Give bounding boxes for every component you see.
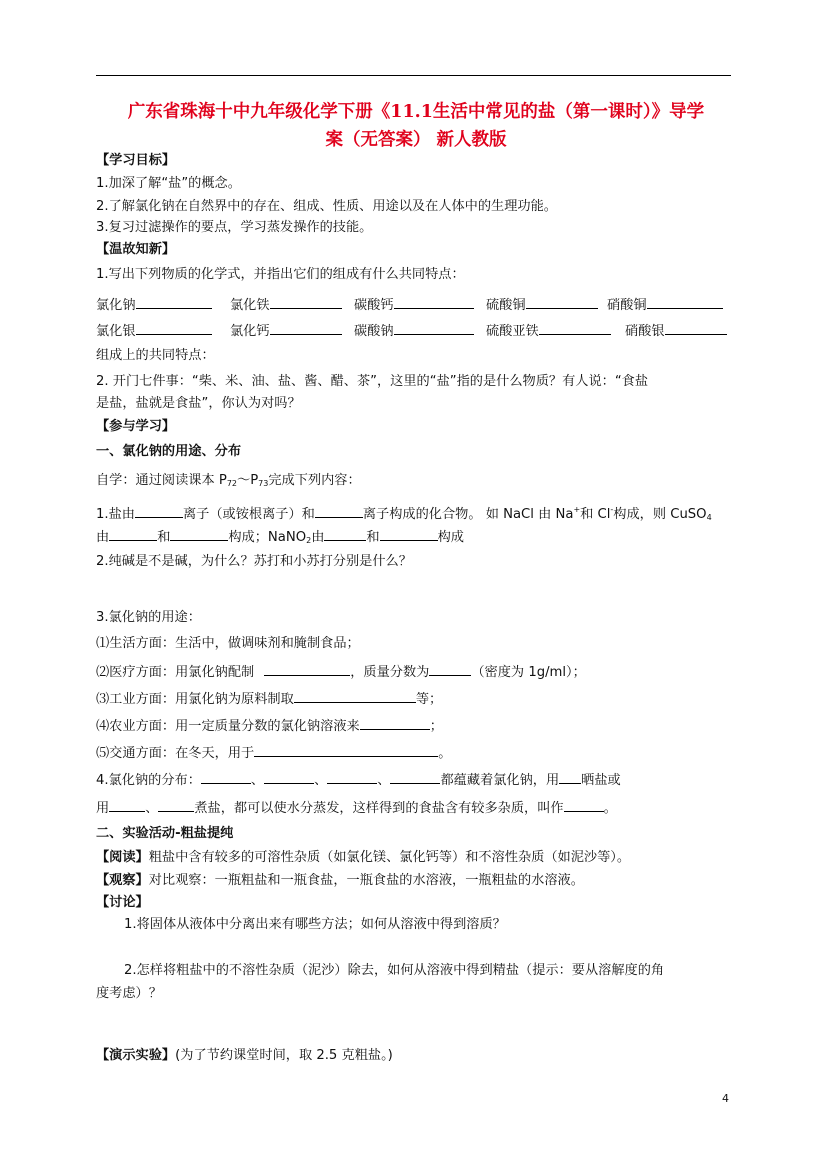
charge-superscript: - (610, 505, 614, 514)
use-daily-life: ⑴生活方面：生活中，做调味剂和腌制食品； (96, 636, 360, 651)
answer-blank[interactable] (394, 294, 474, 309)
answer-blank[interactable] (647, 294, 723, 309)
header-rule (96, 75, 731, 76)
answer-blank[interactable] (264, 769, 314, 784)
answer-blank[interactable] (665, 320, 727, 335)
reading-paragraph (96, 848, 630, 868)
question-1-line-1 (96, 500, 712, 528)
question-text: 等； (415, 692, 443, 707)
answer-blank[interactable] (109, 526, 157, 541)
reading-tag: 【阅读】 (96, 850, 149, 865)
review-question-2-line-2: 是盐，盐就是食盐”，你认为对吗？ (96, 396, 301, 411)
question-2: 2.纯碱是不是碱，为什么？苏打和小苏打分别是什么？ (96, 554, 412, 569)
answer-blank[interactable] (136, 320, 212, 335)
question-text: 由 (311, 530, 325, 545)
objectives-heading: 【学习目标】 (96, 153, 176, 168)
answer-blank[interactable] (264, 661, 350, 676)
answer-blank[interactable] (564, 797, 604, 812)
answer-blank[interactable] (135, 503, 183, 518)
answer-blank[interactable] (327, 769, 377, 784)
observe-tag: 【观察】 (96, 873, 149, 888)
separator: 、 (377, 773, 391, 788)
answer-blank[interactable] (559, 769, 581, 784)
answer-blank[interactable] (201, 769, 251, 784)
question-text: 和 (366, 530, 380, 545)
reading-text: 粗盐中含有较多的可溶性杂质（如氯化镁、氯化钙等）和不溶性杂质（如泥沙等）。 (148, 850, 631, 865)
compound-label: 硫酸铜 (486, 298, 526, 313)
answer-blank[interactable] (526, 294, 598, 309)
question-text: ⑸交通方面：在冬天，用于 (96, 746, 255, 761)
question-text: 。 (603, 801, 617, 816)
self-study-text: 自学：通过阅读课本 P (96, 473, 227, 488)
separator: 、 (314, 773, 328, 788)
compound-label: 硝酸铜 (607, 298, 647, 313)
question-4-line-1 (96, 769, 621, 791)
answer-blank[interactable] (158, 797, 194, 812)
answer-blank[interactable] (539, 320, 611, 335)
question-text: ⑶工业方面：用氯化钠为原料制取 (96, 692, 294, 707)
document-title (96, 98, 736, 154)
common-feature-prompt: 组成上的共同特点： (96, 348, 215, 363)
question-text: 由 (96, 530, 110, 545)
self-study-text: ～P (237, 473, 259, 488)
separator: 、 (145, 801, 159, 816)
observe-text: 对比观察：一瓶粗盐和一瓶食盐，一瓶食盐的水溶液，一瓶粗盐的水溶液。 (148, 873, 584, 888)
answer-blank[interactable] (380, 526, 438, 541)
question-text: （密度为 1g/ml）； (471, 665, 586, 680)
question-text: 4.氯化钠的分布： (96, 773, 201, 788)
question-text: 都蕴藏着氯化钠，用 (440, 773, 560, 788)
objective-item: 2.了解氯化钠在自然界中的存在、组成、性质、用途以及在人体中的生理功能。 (96, 199, 557, 214)
formula-subscript: 4 (706, 513, 712, 522)
question-text: 离子构成的化合物。 如 NaCl 由 Na (362, 507, 574, 522)
compound-label: 氯化钙 (230, 324, 270, 339)
formula-subscript: 2 (306, 536, 312, 545)
answer-blank[interactable] (270, 320, 342, 335)
self-study-line (96, 471, 361, 494)
title-line-1: 广东省珠海十中九年级化学下册《11.1生活中常见的盐（第一课时）》导学 (127, 102, 705, 122)
answer-blank[interactable] (294, 688, 416, 703)
compound-label: 硫酸亚铁 (486, 324, 539, 339)
question-text: 煮盐，都可以使水分蒸发，这样得到的食盐含有较多杂质，叫作 (194, 801, 564, 816)
discussion-question-2-line-2: 度考虑）？ (96, 986, 162, 1001)
demo-text: (为了节约课堂时间，取 2.5 克粗盐。) (175, 1048, 393, 1063)
page-subscript: 72 (226, 479, 238, 488)
question-3: 3.氯化钠的用途： (96, 610, 201, 625)
answer-blank[interactable] (390, 769, 440, 784)
use-industry (96, 688, 442, 710)
section-2-title: 二、实验活动-粗盐提纯 (96, 826, 234, 841)
use-agriculture (96, 715, 443, 737)
question-text: 用 (96, 801, 110, 816)
compound-label: 碳酸钠 (354, 324, 394, 339)
question-text: ⑵医疗方面：用氯化钠配制 (96, 665, 255, 680)
question-1-line-2 (96, 526, 464, 551)
compound-label: 碳酸钙 (354, 298, 394, 313)
question-text: 和 Cl (580, 507, 611, 522)
objective-item: 3.复习过滤操作的要点，学习蒸发操作的技能。 (96, 220, 373, 235)
answer-blank[interactable] (270, 294, 342, 309)
discussion-question-2-line-1: 2.怎样将粗盐中的不溶性杂质（泥沙）除去，如何从溶液中得到精盐（提示：要从溶解度的角 (124, 963, 665, 978)
question-text: 。 (438, 746, 452, 761)
use-medical (96, 661, 586, 683)
question-text: 和 (157, 530, 171, 545)
compound-label: 硝酸银 (625, 324, 665, 339)
charge-superscript: + (573, 505, 581, 514)
answer-blank[interactable] (324, 526, 366, 541)
question-text: 构成，则 CuSO (613, 507, 707, 522)
question-text: 1.盐由 (96, 507, 135, 522)
answer-blank[interactable] (394, 320, 474, 335)
compound-label: 氯化铁 (230, 298, 270, 313)
question-text: 晒盐或 (581, 773, 621, 788)
page-number: 4 (722, 1092, 729, 1105)
demo-tag: 【演示实验】 (96, 1048, 176, 1063)
question-text: ，质量分数为 (350, 665, 430, 680)
self-study-text: 完成下列内容： (268, 473, 361, 488)
page-subscript: 73 (258, 479, 269, 488)
compound-label: 氯化银 (96, 324, 136, 339)
question-text: ； (429, 719, 443, 734)
answer-blank[interactable] (360, 715, 430, 730)
compound-label: 氯化钠 (96, 298, 136, 313)
question-text: 构成；NaNO (228, 530, 307, 545)
section-1-title: 一、氯化钠的用途、分布 (96, 444, 242, 459)
discussion-question-1: 1.将固体从液体中分离出来有哪些方法；如何从溶液中得到溶质？ (124, 917, 506, 932)
question-text: 构成 (437, 530, 464, 545)
separator: 、 (250, 773, 265, 788)
question-text: 离子（或铵根离子）和 (182, 507, 315, 522)
demo-paragraph (96, 1046, 393, 1066)
answer-blank[interactable] (429, 661, 471, 676)
answer-blank[interactable] (136, 294, 212, 309)
use-transport (96, 742, 451, 764)
review-heading: 【温故知新】 (96, 242, 176, 257)
answer-blank[interactable] (170, 526, 228, 541)
participate-heading: 【参与学习】 (96, 419, 176, 434)
discuss-heading: 【讨论】 (96, 895, 149, 910)
question-4-line-2 (96, 797, 617, 819)
answer-blank[interactable] (109, 797, 145, 812)
objective-item: 1.加深了解“盐”的概念。 (96, 176, 241, 191)
title-line-2: 案（无答案） 新人教版 (325, 130, 507, 150)
answer-blank[interactable] (254, 742, 438, 757)
question-text: ⑷农业方面：用一定质量分数的氯化钠溶液来 (96, 719, 360, 734)
review-question-1: 1.写出下列物质的化学式，并指出它们的组成有什么共同特点： (96, 267, 465, 282)
answer-blank[interactable] (315, 503, 363, 518)
review-question-2-line-1: 2. 开门七件事：“柴、米、油、盐、酱、醋、茶”，这里的“盐”指的是什么物质？有人说：“食盐 (96, 374, 649, 389)
observe-paragraph (96, 871, 584, 891)
